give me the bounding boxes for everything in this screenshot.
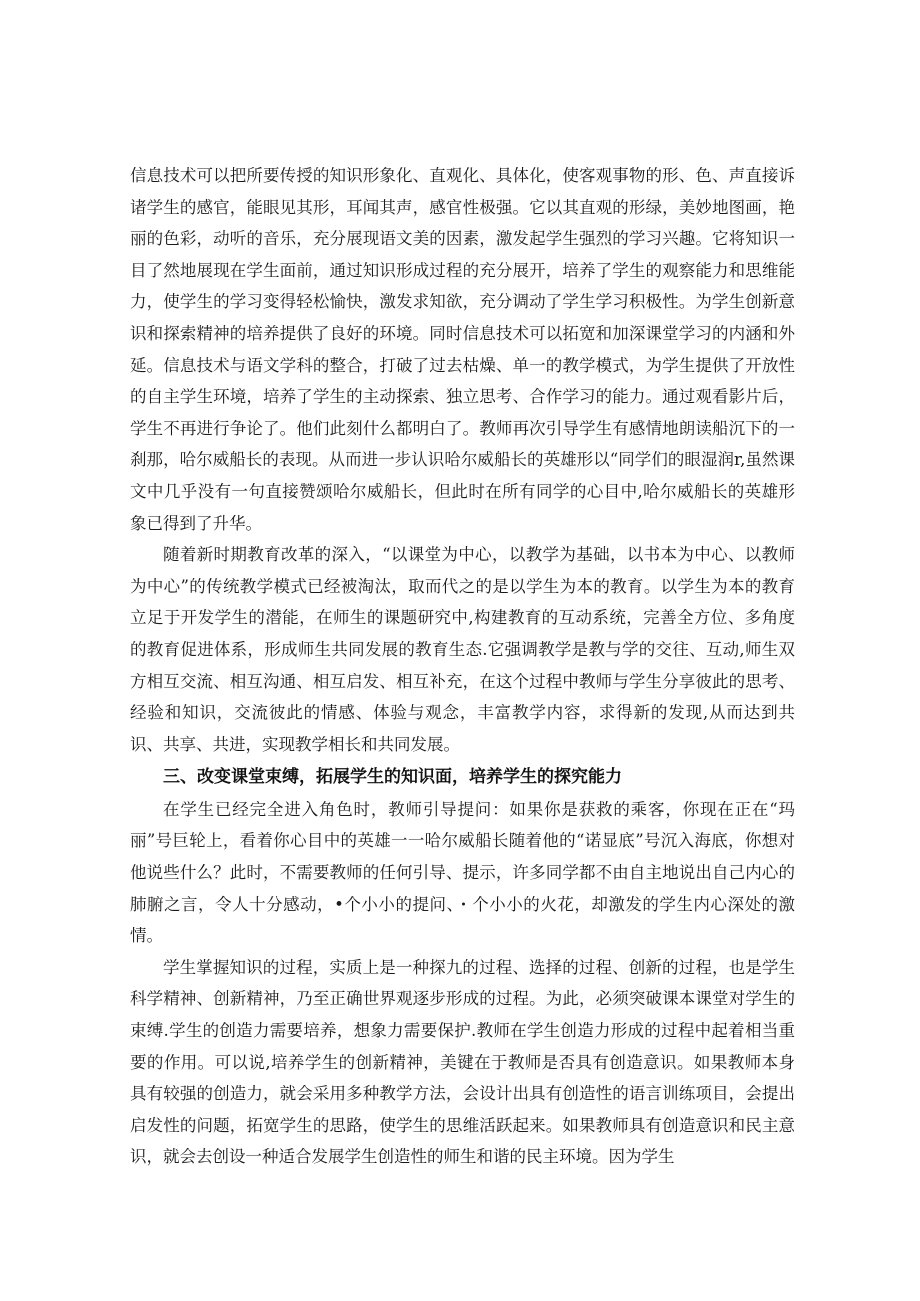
document-body <box>130 160 795 1173</box>
section-heading: 三、改变课堂束缚，拓展学生的知识面，培养学生的探究能力 <box>163 767 622 788</box>
paragraph-education-reform: 随着新时期教育改革的深入，“以课堂为中心，以教学为基础，以书本为中心、以教师为中心”的传统教学模式已经被淘汰，取而代之的是以学生为本的教育。以学生为本的教育立足于开发学生的潜能，在师生的课题研究中,构建教育的互动系统，完善全方位、多角度的教育促进体系，形成师生共同发展的教育生态.它强调教学是教与学的交往、互动,师生双方相互交流、相互沟通、相互启发、相互补充，在这个过程中教师与学生分享彼此的思考、经验和知识，交流彼此的情感、体验与观念，丰富教学内容，求得新的发现,从而达到共识、共享、共进，实现教学相长和共同发展。 <box>130 545 795 754</box>
paragraph-creativity: 学生掌握知识的过程，实质上是一种探九的过程、选择的过程、创新的过程，也是学生科学精神、创新精神，乃至正确世界观逐步形成的过程。为此，必须突破课本课堂对学生的束缚.学生的创造力需要培养，想象力需要保护.教师在学生创造力形成的过程中起着相当重要的作用。可以说,培养学生的创新精神，美键在于教师是否具有创造意识。如果教师本身具有较强的创造力，就会采用多种教学方法，会设计出具有创造性的语言训练项目，会提出启发性的问题，拓宽学生的思路，使学生的思维活跃起来。如果教师具有创造意识和民主意识，就会去创设一种适合发展学生创造性的师生和谐的民主环境。因为学生 <box>130 957 795 1167</box>
paragraph-role-play: 在学生已经完全进入角色时，教师引导提问：如果你是获救的乘客，你现在正在“玛丽”号巨轮上，看着你心目中的英雄一一哈尔威船长随着他的“诺显底”号沉入海底，你想对他说些什么？此时，不需要教师的任何引导、提示，许多同学都不由自主地说出自己内心的肺腑之言，令人十分感动，•个小小的提问、・个小小的火花，却激发的学生内心深处的激情。 <box>130 799 795 946</box>
paragraph-info-tech: 信息技术可以把所要传授的知识形象化、直观化、具体化，使客观事物的形、色、声直接诉诸学生的感官，能眼见其形，耳闻其声，感官性极强。它以其直观的形绿，美妙地图画，艳丽的色彩，动听的音乐，充分展现语文美的因素，激发起学生强烈的学习兴趣。它将知识一目了然地展现在学生面前，通过知识形成过程的充分展开，培养了学生的观察能力和思维能力，使学生的学习变得轻松愉快，激发求知欲，充分调动了学生学习积极性。为学生创新意识和探索精神的培养提供了良好的环境。同时信息技术可以拓宽和加深课堂学习的内涵和外延。信息技术与语文学科的整合，打破了过去枯燥、单一的教学模式，为学生提供了开放性的自主学生环境，培养了学生的主动探索、独立思考、合作学习的能力。通过观看影片后，学生不再进行争论了。他们此刻什么都明白了。教师再次引导学生有感情地朗读船沉下的一刹那，哈尔威船长的表现。从而进一步认识哈尔威船长的英雄形以“同学们的眼湿润r,虽然课文中几乎没有一句直接赞颂哈尔威船长，但此时在所有同学的心目中,哈尔威船长的英雄形象已得到了升华。 <box>130 166 795 533</box>
